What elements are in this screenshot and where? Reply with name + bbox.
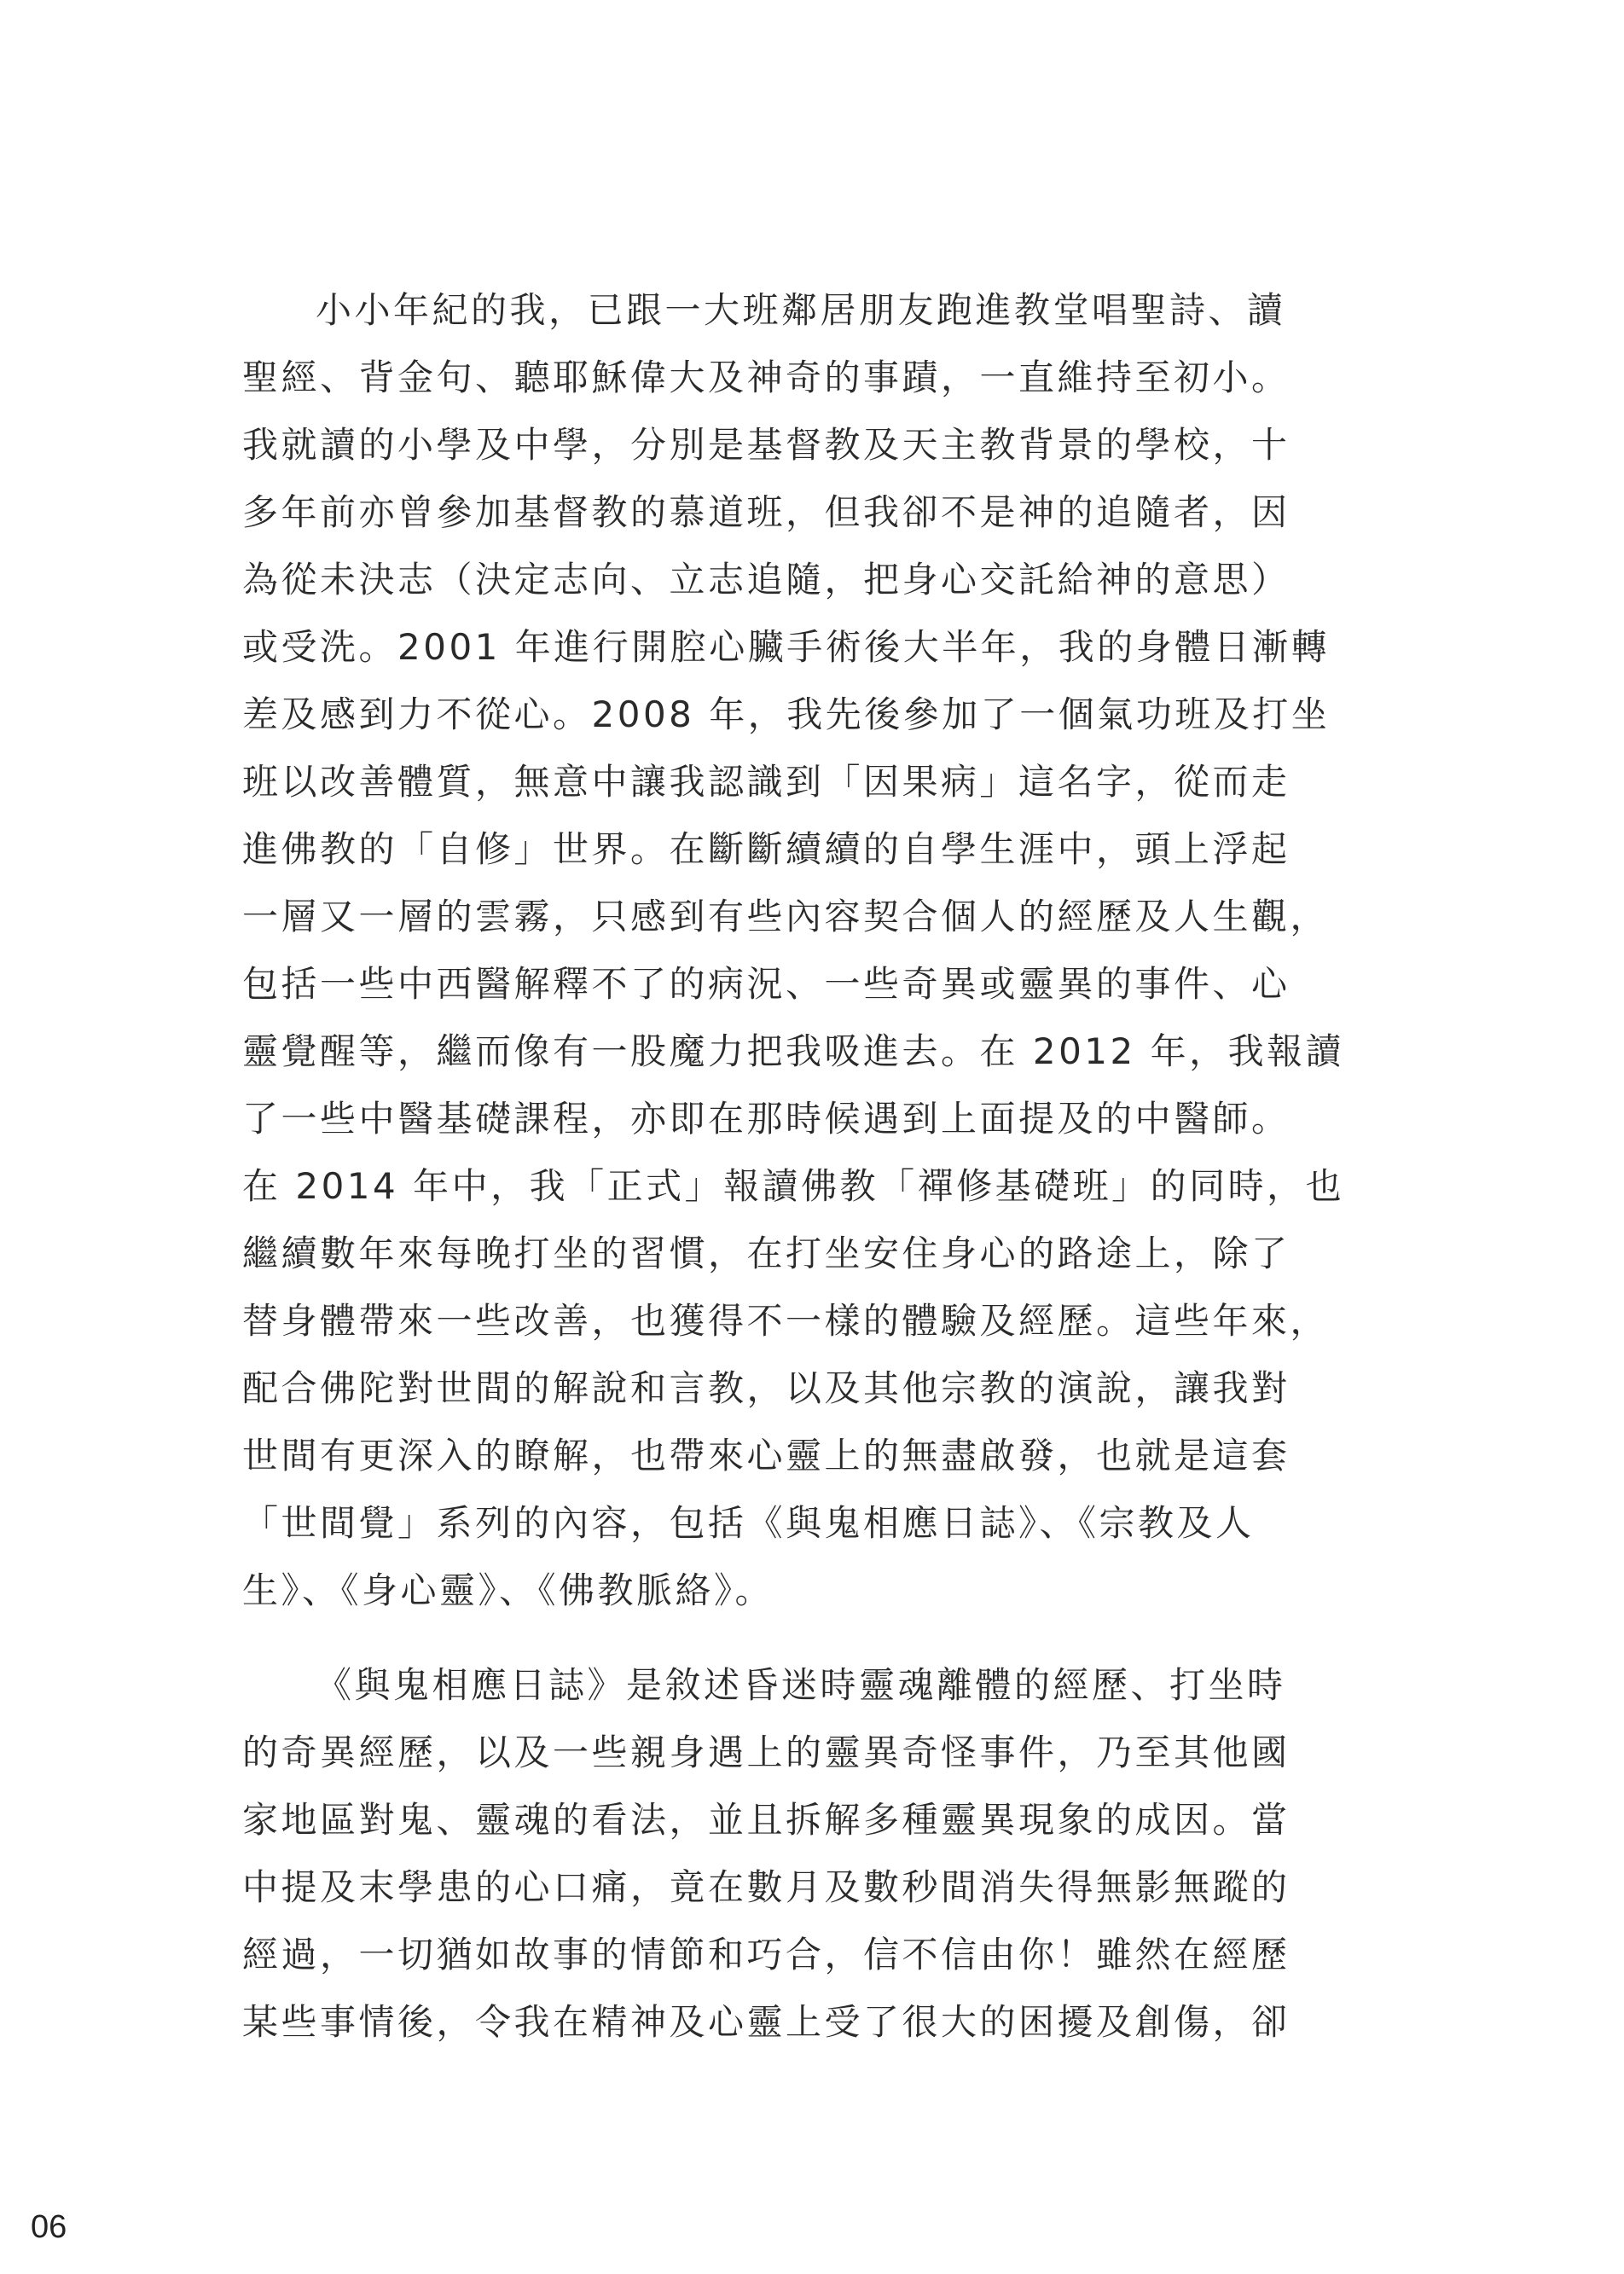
paragraph-line: 包括一些中西醫解釋不了的病況、一些奇異或靈異的事件、心 xyxy=(242,963,1290,1005)
paragraph-line: 聖經、背金句、聽耶穌偉大及神奇的事蹟，一直維持至初小。 xyxy=(242,357,1290,398)
paragraph-line: 中提及末學患的心口痛，竟在數月及數秒間消失得無影無蹤的 xyxy=(242,1866,1290,1908)
paragraph-line: 班以改善體質，無意中讓我認識到「因果病」這名字，從而走 xyxy=(242,761,1290,803)
paragraph-line: 替身體帶來一些改善，也獲得不一樣的體驗及經歷。這些年來， xyxy=(242,1300,1330,1342)
paragraph-line: 某些事情後，令我在精神及心靈上受了很大的困擾及創傷，卻 xyxy=(242,2001,1290,2043)
page-number: 06 xyxy=(31,2209,67,2245)
paragraph-line: 在 2014 年中，我「正式」報讀佛教「禪修基礎班」的同時，也 xyxy=(242,1165,1345,1207)
paragraph-line: 多年前亦曾參加基督教的慕道班，但我卻不是神的追隨者，因 xyxy=(242,491,1290,533)
paragraph-line: 經過，一切猶如故事的情節和巧合，信不信由你！雖然在經歷 xyxy=(242,1934,1290,1975)
paragraph-line: 世間有更深入的瞭解，也帶來心靈上的無盡啟發，也就是這套 xyxy=(242,1435,1290,1476)
paragraph-line: 小小年紀的我，已跟一大班鄰居朋友跑進教堂唱聖詩、讀 xyxy=(316,289,1286,331)
paragraph-line: 為從未決志（決定志向、立志追隨，把身心交託給神的意思） xyxy=(242,559,1290,600)
paragraph-line: 一層又一層的雲霧，只感到有些內容契合個人的經歷及人生觀， xyxy=(242,896,1330,937)
paragraph-line: 「世間覺」系列的內容，包括《與鬼相應日誌》、《宗教及人 xyxy=(242,1502,1255,1544)
paragraph-line: 《與鬼相應日誌》是敘述昏迷時靈魂離體的經歷、打坐時 xyxy=(316,1664,1286,1706)
paragraph-line: 我就讀的小學及中學，分別是基督教及天主教背景的學校，十 xyxy=(242,424,1290,466)
paragraph-1 xyxy=(242,276,1394,1624)
paragraph-line: 的奇異經歷，以及一些親身遇上的靈異奇怪事件，乃至其他國 xyxy=(242,1732,1290,1773)
paragraph-line: 配合佛陀對世間的解說和言教，以及其他宗教的演說，讓我對 xyxy=(242,1367,1290,1409)
paragraph-2 xyxy=(242,1651,1394,2056)
paragraph-line: 生》、《身心靈》、《佛教脈絡》。 xyxy=(242,1569,774,1611)
paragraph-line: 家地區對鬼、靈魂的看法，並且拆解多種靈異現象的成因。當 xyxy=(242,1799,1290,1841)
paragraph-line: 了一些中醫基礎課程，亦即在那時候遇到上面提及的中醫師。 xyxy=(242,1098,1290,1140)
paragraph-line: 或受洗。2001 年進行開腔心臟手術後大半年，我的身體日漸轉 xyxy=(242,626,1331,668)
paragraph-line: 進佛教的「自修」世界。在斷斷續續的自學生涯中，頭上浮起 xyxy=(242,828,1290,870)
paragraph-line: 繼續數年來每晚打坐的習慣，在打坐安住身心的路途上，除了 xyxy=(242,1233,1290,1274)
paragraph-line: 靈覺醒等，繼而像有一股魔力把我吸進去。在 2012 年，我報讀 xyxy=(242,1030,1345,1072)
paragraph-line: 差及感到力不從心。2008 年，我先後參加了一個氣功班及打坐 xyxy=(242,693,1331,735)
